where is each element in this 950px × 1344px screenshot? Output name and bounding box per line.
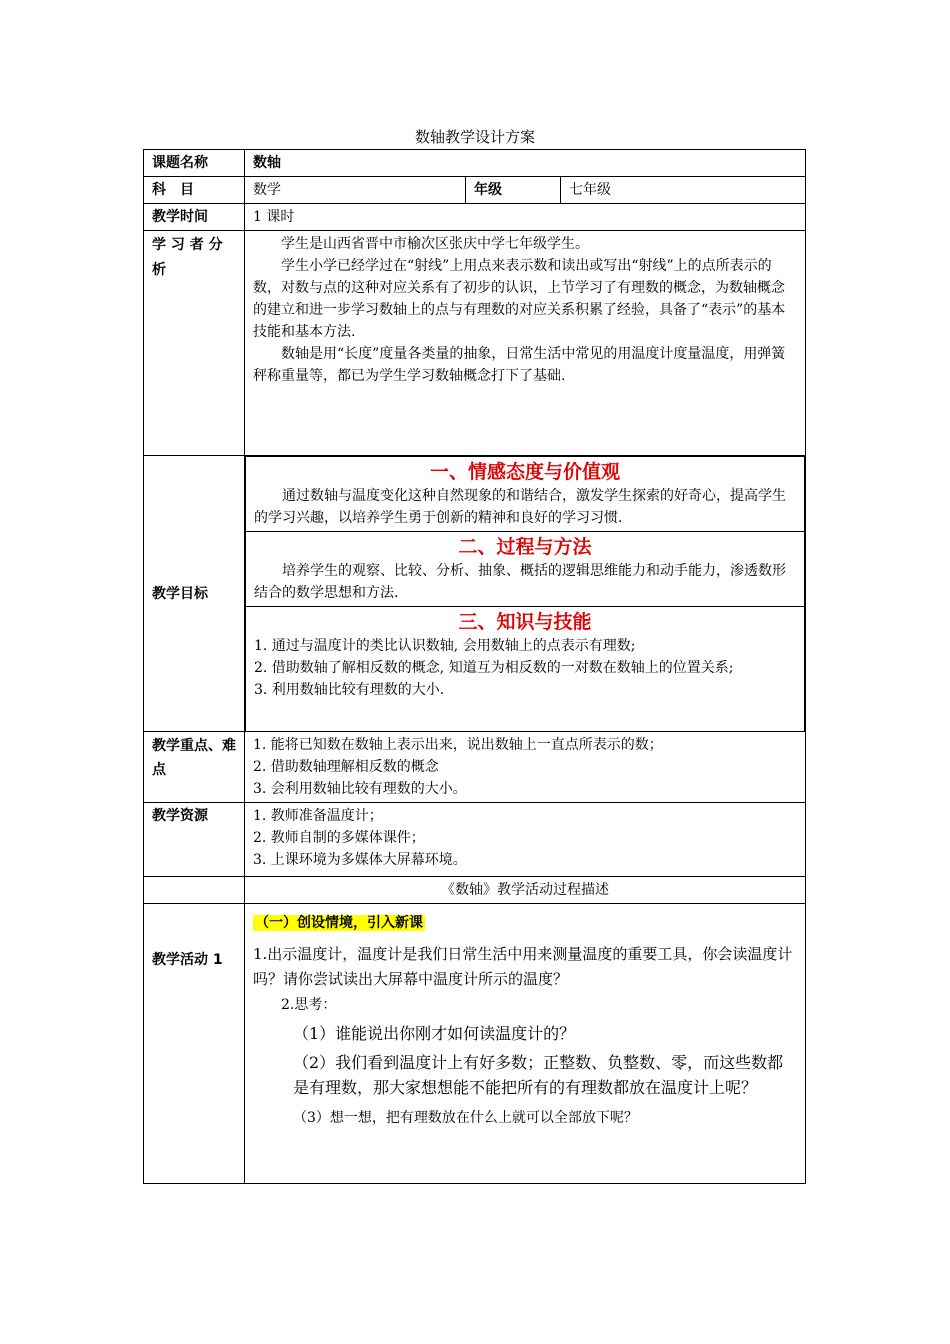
goal-2 — [246, 532, 805, 607]
row-keypoints — [144, 732, 806, 803]
goal-3-heading: 三、知识与技能 — [458, 611, 592, 633]
resource-item-1: 1. 教师准备温度计； — [253, 808, 383, 824]
learner-label: 学 习 者 分 析 — [144, 231, 245, 456]
activity-1-section-highlight: （一）创设情境，引入新课 — [255, 915, 423, 931]
goal-3-item-1: 1. 通过与温度计的类比认识数轴, 会用数轴上的点表示有理数; — [254, 638, 636, 654]
keypoints-content — [245, 732, 806, 803]
activity-1-label: 教学活动 1 — [144, 904, 245, 1184]
time-value: 1 课时 — [245, 204, 806, 231]
process-header-blank — [144, 877, 245, 904]
goals-inner-table — [245, 456, 805, 731]
activity-1-sub-2: （2）我们看到温度计上有好多数；正整数、负整数、零，而这些数都是有理数，那大家想想能不能把所有的有理数都放在温度计上呢？ — [293, 1053, 784, 1097]
goal-3-item-2: 2. 借助数轴了解相反数的概念, 知道互为相反数的一对数在数轴上的位置关系; — [254, 660, 734, 676]
learner-analysis — [245, 231, 806, 456]
row-process-header — [144, 877, 806, 904]
goal-3-item-3: 3. 利用数轴比较有理数的大小. — [254, 682, 445, 698]
goal-3 — [246, 607, 805, 732]
activity-1-content — [245, 904, 806, 1184]
row-goals — [144, 456, 806, 732]
goal-1 — [246, 457, 805, 532]
goals-content — [245, 456, 806, 732]
keypoint-item-2: 2. 借助数轴理解相反数的概念 — [253, 759, 439, 775]
topic-label: 课题名称 — [144, 150, 245, 177]
keypoint-item-1: 1. 能将已知数在数轴上表示出来，说出数轴上一直点所表示的数； — [253, 737, 663, 753]
resource-item-2: 2. 教师自制的多媒体课件； — [253, 830, 425, 846]
resources-label: 教学资源 — [144, 803, 245, 877]
keypoints-label: 教学重点、难点 — [144, 732, 245, 803]
goals-label: 教学目标 — [144, 456, 245, 732]
row-resources — [144, 803, 806, 877]
subject-label: 科 目 — [144, 177, 245, 204]
row-activity-1 — [144, 904, 806, 1184]
activity-1-question-1: 1.出示温度计，温度计是我们日常生活中用来测量温度的重要工具，你会读温度计吗？请你尝试读出大屏幕中温度计所示的温度？ — [253, 945, 793, 988]
lesson-plan-table — [143, 149, 806, 1184]
activity-1-sub-1: （1）谁能说出你刚才如何读温度计的？ — [293, 1024, 576, 1043]
process-header: 《数轴》教学活动过程描述 — [245, 877, 806, 904]
learner-paragraph-2: 学生小学已经学过在“射线”上用点来表示数和读出或写出“射线”上的点所表示的数，对数与点的这种对应关系有了初步的认识，上节学习了有理数的概念，为数轴概念的建立和进一步学习数轴上的点与有理数的对应关系积累了经验，具备了“表示”的基本技能和基本方法. — [253, 258, 786, 340]
grade-value: 七年级 — [561, 177, 806, 204]
row-topic — [144, 150, 806, 177]
grade-label: 年级 — [466, 177, 561, 204]
row-learner — [144, 231, 806, 456]
subject-value: 数学 — [245, 177, 466, 204]
learner-paragraph-1: 学生是山西省晋中市榆次区张庆中学七年级学生。 — [281, 236, 589, 252]
learner-paragraph-3: 数轴是用“长度”度量各类量的抽象，日常生活中常见的用温度计度量温度，用弹簧秤称重量等，都已为学生学习数轴概念打下了基础. — [253, 346, 786, 384]
topic-value: 数轴 — [245, 150, 806, 177]
goal-2-heading: 二、过程与方法 — [458, 536, 592, 558]
document-title: 数轴教学设计方案 — [414, 128, 535, 146]
resource-item-3: 3. 上课环境为多媒体大屏幕环境。 — [253, 852, 467, 868]
resources-content — [245, 803, 806, 877]
time-label: 教学时间 — [144, 204, 245, 231]
goal-1-text: 通过数轴与温度变化这种自然现象的和谐结合，激发学生探索的好奇心，提高学生的学习兴趣，以培养学生勇于创新的精神和良好的学习习惯. — [254, 488, 786, 526]
goal-2-text: 培养学生的观察、比较、分析、抽象、概括的逻辑思维能力和动手能力，渗透数形结合的数学思想和方法. — [254, 563, 786, 601]
keypoint-item-3: 3. 会利用数轴比较有理数的大小。 — [253, 781, 467, 797]
goal-1-heading: 一、情感态度与价值观 — [429, 461, 620, 483]
row-subject — [144, 177, 806, 204]
row-time — [144, 204, 806, 231]
activity-1-sub-3: （3）想一想，把有理数放在什么上就可以全部放下呢？ — [293, 1110, 638, 1126]
activity-1-question-2: 2.思考： — [281, 997, 337, 1013]
